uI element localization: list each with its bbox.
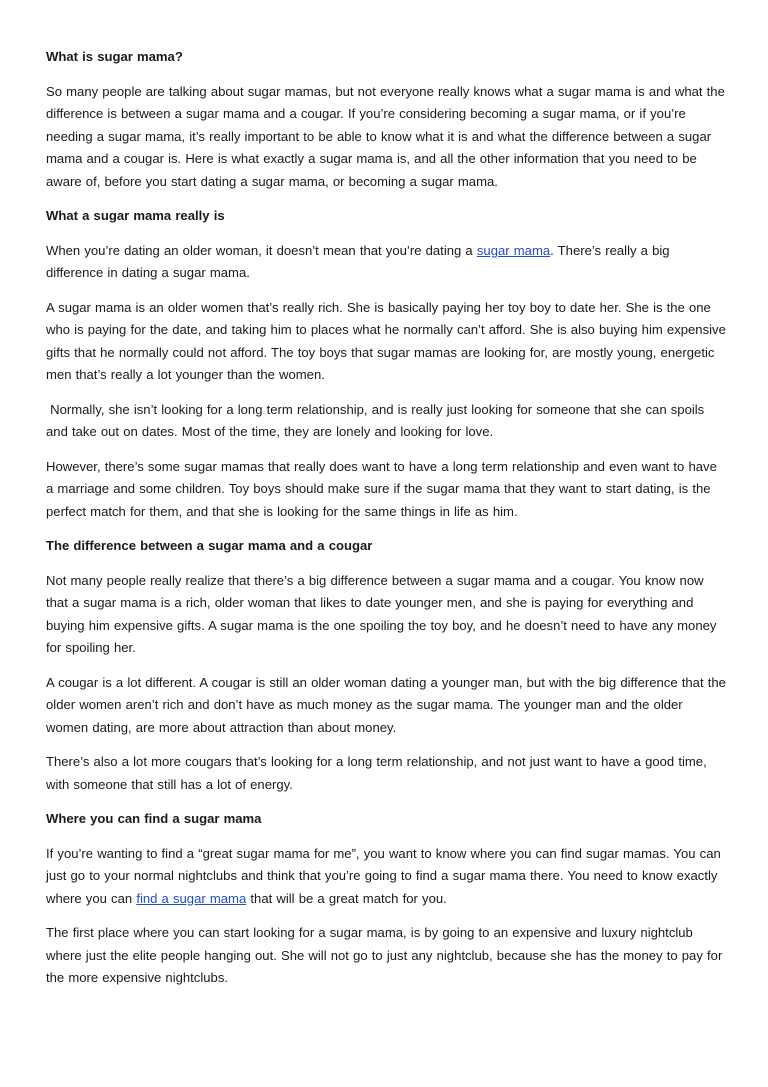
- nightclub-paragraph: The first place where you can start looking for a sugar mama, is by going to an expensive and luxury nightclub where just the elite people hanging out. She will not go to just any nightclub, because she has the money to pay for the more expensive nightclubs.: [46, 925, 723, 985]
- find-a-sugar-mama-link[interactable]: find a sugar mama: [136, 890, 247, 906]
- difference-paragraph: Not many people really realize that there’s a big difference between a sugar mama and a cougar. You know now that a sugar mama is a rich, older woman that likes to date younger men, and she is paying for everything and buying him expensive gifts. A sugar mama is the one spoiling the toy boy, and he doesn’t need to have any money for spoiling her.: [46, 572, 717, 655]
- intro-paragraph: So many people are talking about sugar mamas, but not everyone really knows what a sugar mama is and what the difference is between a sugar mama and a cougar. If you’re considering becoming a sugar mama, or if you’re needing a sugar mama, it’s really important to be able to know what it is and what the difference between a sugar mama and a cougar is. Here is what exactly a sugar mama is, and all the other information that you need to be aware of, before you start dating a sugar mama, or becoming a sugar mama.: [46, 83, 725, 189]
- heading-what-is-sugar-mama: What is sugar mama?: [46, 49, 183, 64]
- marriage-paragraph: However, there’s some sugar mamas that really does want to have a long term relationship and even want to have a marriage and some children. Toy boys should make sure if the sugar mama that they want to start dating, is the perfect match for them, and that she is looking for the same things in life as him.: [46, 458, 717, 519]
- where-to-find-paragraph: [46, 843, 728, 911]
- heading-where-to-find: Where you can find a sugar mama: [46, 811, 262, 826]
- long-term-relationship-paragraph: Normally, she isn’t looking for a long term relationship, and is really just looking for someone that she can spoils and take out on dates. Most of the time, they are lonely and looking for love.: [46, 401, 709, 439]
- sugar-mama-link[interactable]: sugar mama: [476, 242, 551, 258]
- heading-difference-sugar-mama-cougar: The difference between a sugar mama and a cougar: [46, 538, 373, 553]
- text-segment: If you’re wanting to find a “great sugar mama for me”, you want to know where you can find sugar mamas. You can just go to your normal nightclubs and think that you’re going to find a sugar mama there. You need to know exactly where you can: [46, 845, 721, 906]
- text-segment: When you’re dating an older woman, it doesn’t mean that you’re dating a: [46, 242, 477, 258]
- rich-older-women-paragraph: A sugar mama is an older women that’s really rich. She is basically paying her toy boy to date her. She is the one who is paying for the date, and taking him to places what he normally can’t afford. She is also buying him expensive gifts that he normally could not afford. The toy boys that sugar mamas are looking for, are mostly young, energetic men that’s really a lot younger than the women.: [46, 299, 726, 382]
- cougar-paragraph: A cougar is a lot different. A cougar is still an older woman dating a younger man, but with the big difference that the older women aren’t rich and don’t have as much money as the sugar mama. The younger man and the older women dating, are more about attraction than about money.: [46, 674, 726, 735]
- dating-older-woman-paragraph: [46, 240, 728, 285]
- heading-what-sugar-mama-really-is: What a sugar mama really is: [46, 208, 225, 223]
- text-segment: . There’s really a big difference in dating a sugar mama.: [46, 242, 670, 280]
- text-segment: that will be a great match for you.: [246, 890, 447, 906]
- cougars-long-term-paragraph: There’s also a lot more cougars that’s looking for a long term relationship, and not just want to have a good time, with someone that still has a lot of energy.: [46, 754, 707, 792]
